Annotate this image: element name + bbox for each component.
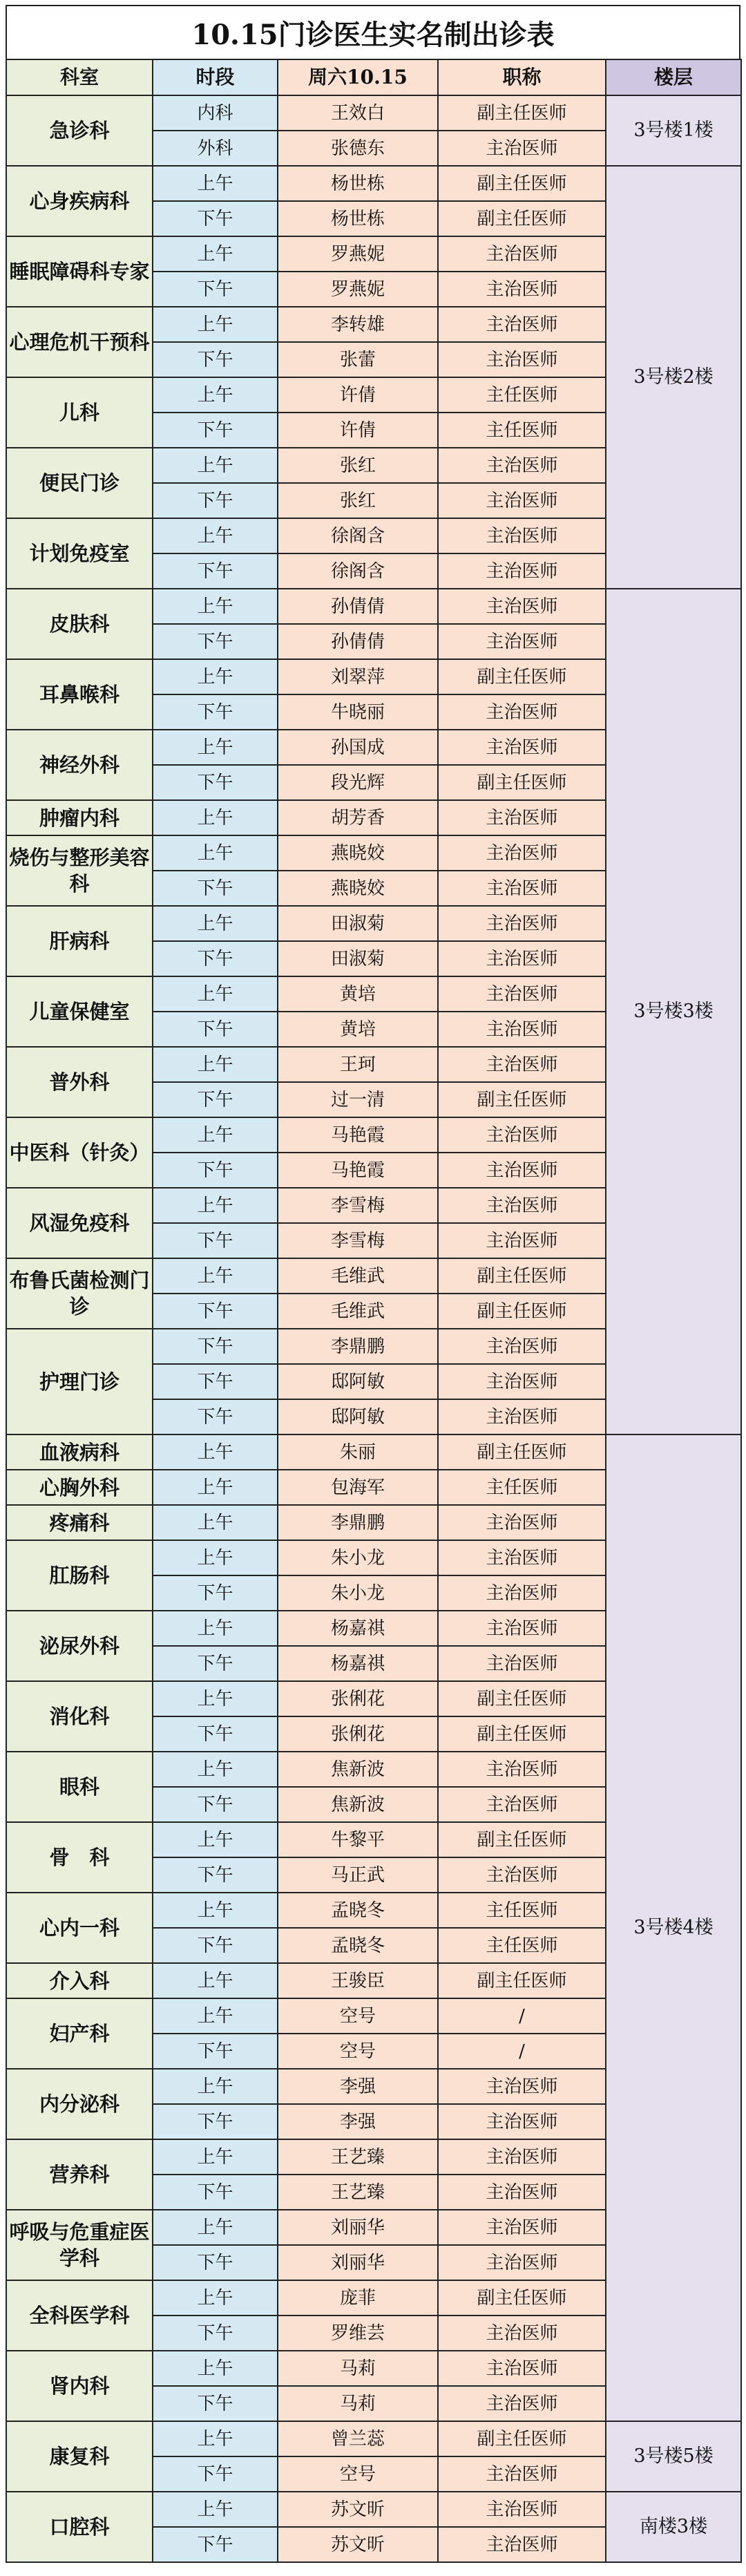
time-slot-cell: 上午 [153,659,278,694]
doctor-name-cell: 朱丽 [278,1434,438,1470]
time-slot-cell: 上午 [153,835,278,871]
time-slot-cell: 下午 [153,1329,278,1364]
dept-name-cell: 眼科 [6,1752,153,1822]
doctor-title-cell: 副主任医师 [438,659,606,694]
doctor-title-cell: 主治医师 [438,2456,606,2492]
dept-name-cell: 内分泌科 [6,2069,153,2139]
dept-name-cell: 计划免疫室 [6,518,153,589]
doctor-name-cell: 苏文昕 [278,2492,438,2527]
schedule-table [6,59,742,2563]
time-slot-cell: 上午 [153,236,278,272]
floor-cell: 3号楼4楼 [606,1434,741,2421]
doctor-name-cell: 邸阿敏 [278,1399,438,1434]
time-slot-cell: 下午 [153,2315,278,2351]
dept-name-cell: 康复科 [6,2421,153,2492]
doctor-name-cell: 李雪梅 [278,1188,438,1223]
doctor-title-cell: 主治医师 [438,1857,606,1893]
dept-name-cell: 烧伤与整形美容科 [6,835,153,906]
dept-name-cell: 呼吸与危重症医学科 [6,2210,153,2280]
time-slot-cell: 上午 [153,2139,278,2175]
doctor-name-cell: 罗燕妮 [278,236,438,272]
time-slot-cell: 下午 [153,2175,278,2210]
doctor-title-cell: 主任医师 [438,1893,606,1928]
doctor-name-cell: 孟晓冬 [278,1928,438,1963]
doctor-title-cell: 主治医师 [438,2492,606,2527]
doctor-title-cell: 副主任医师 [438,1716,606,1752]
time-slot-cell: 上午 [153,1998,278,2034]
time-slot-cell: 下午 [153,765,278,800]
dept-name-cell: 普外科 [6,1047,153,1117]
dept-name-cell: 口腔科 [6,2492,153,2562]
time-slot-cell: 上午 [153,1540,278,1575]
doctor-title-cell: 副主任医师 [438,1434,606,1470]
doctor-name-cell: 刘丽华 [278,2245,438,2280]
time-slot-cell: 下午 [153,2245,278,2280]
doctor-name-cell: 张德东 [278,131,438,166]
header-floor: 楼层 [606,59,741,95]
doctor-name-cell: 空号 [278,2456,438,2492]
doctor-title-cell: 副主任医师 [438,1822,606,1857]
time-slot-cell: 下午 [153,1716,278,1752]
doctor-name-cell: 马艳霞 [278,1153,438,1188]
doctor-title-cell: 主治医师 [438,307,606,342]
doctor-title-cell: 主治医师 [438,1329,606,1364]
doctor-title-cell: 主治医师 [438,906,606,941]
doctor-name-cell: 黄培 [278,976,438,1012]
time-slot-cell: 上午 [153,2492,278,2527]
doctor-name-cell: 胡芳香 [278,800,438,835]
time-slot-cell: 上午 [153,166,278,201]
doctor-title-cell: / [438,2034,606,2069]
time-slot-cell: 下午 [153,1223,278,1258]
time-slot-cell: 上午 [153,448,278,483]
time-slot-cell: 下午 [153,1153,278,1188]
time-slot-cell: 外科 [153,131,278,166]
doctor-name-cell: 田淑菊 [278,906,438,941]
doctor-name-cell: 燕晓姣 [278,835,438,871]
time-slot-cell: 内科 [153,95,278,131]
doctor-title-cell: 主治医师 [438,2386,606,2421]
doctor-name-cell: 王骏臣 [278,1963,438,1998]
doctor-title-cell: 副主任医师 [438,1963,606,1998]
time-slot-cell: 下午 [153,871,278,906]
time-slot-cell: 下午 [153,694,278,730]
doctor-name-cell: 孙倩倩 [278,624,438,659]
doctor-title-cell: 主治医师 [438,518,606,553]
doctor-name-cell: 李鼎鹏 [278,1505,438,1540]
header-dept: 科室 [6,59,153,95]
doctor-title-cell: 副主任医师 [438,166,606,201]
dept-name-cell: 骨 科 [6,1822,153,1893]
time-slot-cell: 下午 [153,2104,278,2139]
doctor-title-cell: 主治医师 [438,1787,606,1822]
doctor-name-cell: 孙国成 [278,730,438,765]
doctor-name-cell: 毛维武 [278,1294,438,1329]
time-slot-cell: 上午 [153,1822,278,1857]
doctor-title-cell: / [438,1998,606,2034]
doctor-title-cell: 主治医师 [438,2104,606,2139]
time-slot-cell: 上午 [153,1611,278,1646]
doctor-title-cell: 主治医师 [438,1646,606,1681]
time-slot-cell: 上午 [153,976,278,1012]
doctor-title-cell: 主治医师 [438,1364,606,1399]
doctor-name-cell: 王艺臻 [278,2139,438,2175]
time-slot-cell: 上午 [153,2421,278,2456]
time-slot-cell: 上午 [153,1188,278,1223]
time-slot-cell: 上午 [153,1117,278,1153]
table-row [6,95,741,131]
time-slot-cell: 上午 [153,2210,278,2245]
time-slot-cell: 下午 [153,2456,278,2492]
doctor-name-cell: 马艳霞 [278,1117,438,1153]
time-slot-cell: 上午 [153,1434,278,1470]
time-slot-cell: 上午 [153,518,278,553]
doctor-name-cell: 李强 [278,2069,438,2104]
doctor-title-cell: 主治医师 [438,1188,606,1223]
doctor-name-cell: 张红 [278,448,438,483]
time-slot-cell: 上午 [153,377,278,413]
time-slot-cell: 上午 [153,1470,278,1505]
time-slot-cell: 下午 [153,2386,278,2421]
doctor-name-cell: 许倩 [278,413,438,448]
doctor-title-cell: 主治医师 [438,976,606,1012]
doctor-title-cell: 主治医师 [438,1575,606,1611]
doctor-title-cell: 副主任医师 [438,1294,606,1329]
doctor-name-cell: 朱小龙 [278,1540,438,1575]
doctor-title-cell: 主治医师 [438,800,606,835]
time-slot-cell: 上午 [153,800,278,835]
doctor-name-cell: 张俐花 [278,1716,438,1752]
table-row [6,2421,741,2456]
time-slot-cell: 下午 [153,2527,278,2562]
doctor-name-cell: 张蕾 [278,342,438,377]
doctor-name-cell: 朱小龙 [278,1575,438,1611]
doctor-title-cell: 主治医师 [438,2527,606,2562]
header-doctor: 周六10.15 [278,59,438,95]
dept-name-cell: 肾内科 [6,2351,153,2421]
doctor-title-cell: 副主任医师 [438,201,606,236]
doctor-title-cell: 副主任医师 [438,1258,606,1294]
doctor-title-cell: 副主任医师 [438,1681,606,1716]
doctor-title-cell: 主治医师 [438,1399,606,1434]
time-slot-cell: 下午 [153,1294,278,1329]
dept-name-cell: 耳鼻喉科 [6,659,153,730]
page-title: 10.15门诊医生实名制出诊表 [6,5,740,59]
doctor-title-cell: 副主任医师 [438,2421,606,2456]
doctor-title-cell: 主治医师 [438,1153,606,1188]
doctor-title-cell: 主治医师 [438,871,606,906]
doctor-title-cell: 主治医师 [438,1540,606,1575]
dept-name-cell: 便民门诊 [6,448,153,518]
dept-name-cell: 神经外科 [6,730,153,800]
time-slot-cell: 上午 [153,589,278,624]
time-slot-cell: 上午 [153,1681,278,1716]
dept-name-cell: 营养科 [6,2139,153,2210]
time-slot-cell: 下午 [153,1399,278,1434]
doctor-name-cell: 杨嘉祺 [278,1646,438,1681]
time-slot-cell: 上午 [153,1963,278,1998]
doctor-name-cell: 徐阁含 [278,553,438,589]
doctor-title-cell: 主治医师 [438,272,606,307]
doctor-title-cell: 主治医师 [438,2175,606,2210]
doctor-name-cell: 王艺臻 [278,2175,438,2210]
doctor-name-cell: 段光辉 [278,765,438,800]
floor-cell: 3号楼5楼 [606,2421,741,2492]
dept-name-cell: 儿科 [6,377,153,448]
doctor-title-cell: 主治医师 [438,941,606,976]
doctor-name-cell: 空号 [278,2034,438,2069]
doctor-name-cell: 马莉 [278,2351,438,2386]
table-row [6,166,741,201]
doctor-title-cell: 主治医师 [438,131,606,166]
time-slot-cell: 下午 [153,201,278,236]
doctor-title-cell: 副主任医师 [438,1082,606,1117]
doctor-name-cell: 杨世栋 [278,201,438,236]
time-slot-cell: 下午 [153,413,278,448]
doctor-title-cell: 主任医师 [438,1470,606,1505]
table-row [6,1434,741,1470]
doctor-title-cell: 主治医师 [438,2315,606,2351]
time-slot-cell: 下午 [153,1646,278,1681]
time-slot-cell: 下午 [153,1082,278,1117]
doctor-name-cell: 李强 [278,2104,438,2139]
time-slot-cell: 下午 [153,1928,278,1963]
floor-cell: 南楼3楼 [606,2492,741,2562]
doctor-name-cell: 李雪梅 [278,1223,438,1258]
dept-name-cell: 心理危机干预科 [6,307,153,377]
doctor-name-cell: 王效白 [278,95,438,131]
doctor-name-cell: 张俐花 [278,1681,438,1716]
time-slot-cell: 下午 [153,483,278,518]
dept-name-cell: 泌尿外科 [6,1611,153,1681]
doctor-name-cell: 过一清 [278,1082,438,1117]
doctor-title-cell: 主治医师 [438,236,606,272]
time-slot-cell: 上午 [153,2280,278,2315]
time-slot-cell: 下午 [153,1857,278,1893]
doctor-title-cell: 主治医师 [438,1611,606,1646]
doctor-title-cell: 副主任医师 [438,765,606,800]
doctor-title-cell: 主治医师 [438,553,606,589]
header-row [6,59,741,95]
dept-name-cell: 皮肤科 [6,589,153,659]
doctor-name-cell: 刘丽华 [278,2210,438,2245]
dept-name-cell: 肛肠科 [6,1540,153,1611]
time-slot-cell: 下午 [153,941,278,976]
time-slot-cell: 上午 [153,906,278,941]
doctor-title-cell: 主治医师 [438,1012,606,1047]
dept-name-cell: 介入科 [6,1963,153,1998]
doctor-title-cell: 主治医师 [438,2245,606,2280]
doctor-title-cell: 主任医师 [438,1928,606,1963]
schedule-sheet [6,5,740,2563]
dept-name-cell: 肝病科 [6,906,153,976]
time-slot-cell: 上午 [153,1047,278,1082]
doctor-name-cell: 刘翠萍 [278,659,438,694]
doctor-name-cell: 邸阿敏 [278,1364,438,1399]
time-slot-cell: 上午 [153,1752,278,1787]
doctor-title-cell: 主治医师 [438,835,606,871]
doctor-title-cell: 主治医师 [438,1505,606,1540]
time-slot-cell: 上午 [153,1258,278,1294]
dept-name-cell: 肿瘤内科 [6,800,153,835]
doctor-name-cell: 毛维武 [278,1258,438,1294]
doctor-title-cell: 主治医师 [438,448,606,483]
dept-name-cell: 风湿免疫科 [6,1188,153,1258]
time-slot-cell: 上午 [153,307,278,342]
doctor-name-cell: 杨嘉祺 [278,1611,438,1646]
doctor-name-cell: 包海军 [278,1470,438,1505]
floor-cell: 3号楼3楼 [606,589,741,1434]
doctor-name-cell: 曾兰蕊 [278,2421,438,2456]
doctor-name-cell: 孟晓冬 [278,1893,438,1928]
doctor-name-cell: 庞菲 [278,2280,438,2315]
header-title: 职称 [438,59,606,95]
doctor-title-cell: 主治医师 [438,2210,606,2245]
doctor-name-cell: 李鼎鹏 [278,1329,438,1364]
doctor-title-cell: 主治医师 [438,694,606,730]
doctor-name-cell: 徐阁含 [278,518,438,553]
doctor-name-cell: 张红 [278,483,438,518]
time-slot-cell: 下午 [153,272,278,307]
dept-name-cell: 急诊科 [6,95,153,166]
dept-name-cell: 儿童保健室 [6,976,153,1047]
time-slot-cell: 上午 [153,2069,278,2104]
doctor-name-cell: 牛黎平 [278,1822,438,1857]
doctor-title-cell: 主治医师 [438,2069,606,2104]
dept-name-cell: 心内一科 [6,1893,153,1963]
doctor-title-cell: 主治医师 [438,483,606,518]
dept-name-cell: 布鲁氏菌检测门诊 [6,1258,153,1329]
doctor-name-cell: 苏文昕 [278,2527,438,2562]
doctor-name-cell: 杨世栋 [278,166,438,201]
doctor-name-cell: 黄培 [278,1012,438,1047]
dept-name-cell: 妇产科 [6,1998,153,2069]
time-slot-cell: 下午 [153,1787,278,1822]
table-row [6,2492,741,2527]
doctor-name-cell: 马莉 [278,2386,438,2421]
doctor-name-cell: 王珂 [278,1047,438,1082]
dept-name-cell: 睡眠障碍科专家 [6,236,153,307]
doctor-name-cell: 马正武 [278,1857,438,1893]
time-slot-cell: 下午 [153,1364,278,1399]
doctor-title-cell: 主治医师 [438,1047,606,1082]
doctor-name-cell: 孙倩倩 [278,589,438,624]
header-time: 时段 [153,59,278,95]
dept-name-cell: 护理门诊 [6,1329,153,1434]
time-slot-cell: 下午 [153,1012,278,1047]
time-slot-cell: 下午 [153,2034,278,2069]
time-slot-cell: 下午 [153,553,278,589]
time-slot-cell: 上午 [153,1893,278,1928]
schedule-body [6,95,741,2562]
doctor-name-cell: 燕晓姣 [278,871,438,906]
doctor-title-cell: 副主任医师 [438,95,606,131]
doctor-title-cell: 主任医师 [438,377,606,413]
doctor-title-cell: 主治医师 [438,1117,606,1153]
doctor-title-cell: 主治医师 [438,1223,606,1258]
table-row [6,589,741,624]
floor-cell: 3号楼2楼 [606,166,741,589]
doctor-title-cell: 主治医师 [438,589,606,624]
doctor-name-cell: 焦新波 [278,1752,438,1787]
doctor-title-cell: 主治医师 [438,624,606,659]
dept-name-cell: 心身疾病科 [6,166,153,236]
doctor-title-cell: 主治医师 [438,1752,606,1787]
dept-name-cell: 全科医学科 [6,2280,153,2351]
doctor-name-cell: 空号 [278,1998,438,2034]
time-slot-cell: 上午 [153,730,278,765]
doctor-title-cell: 副主任医师 [438,2280,606,2315]
dept-name-cell: 疼痛科 [6,1505,153,1540]
doctor-title-cell: 主治医师 [438,2139,606,2175]
time-slot-cell: 下午 [153,624,278,659]
dept-name-cell: 血液病科 [6,1434,153,1470]
doctor-title-cell: 主治医师 [438,342,606,377]
doctor-name-cell: 李转雄 [278,307,438,342]
doctor-name-cell: 田淑菊 [278,941,438,976]
doctor-name-cell: 罗燕妮 [278,272,438,307]
dept-name-cell: 消化科 [6,1681,153,1752]
time-slot-cell: 上午 [153,2351,278,2386]
doctor-title-cell: 主任医师 [438,413,606,448]
doctor-name-cell: 许倩 [278,377,438,413]
time-slot-cell: 下午 [153,1575,278,1611]
dept-name-cell: 中医科（针灸） [6,1117,153,1188]
doctor-name-cell: 焦新波 [278,1787,438,1822]
doctor-title-cell: 主治医师 [438,730,606,765]
doctor-title-cell: 主治医师 [438,2351,606,2386]
floor-cell: 3号楼1楼 [606,95,741,166]
time-slot-cell: 下午 [153,342,278,377]
time-slot-cell: 上午 [153,1505,278,1540]
doctor-name-cell: 牛晓丽 [278,694,438,730]
dept-name-cell: 心胸外科 [6,1470,153,1505]
doctor-name-cell: 罗维芸 [278,2315,438,2351]
